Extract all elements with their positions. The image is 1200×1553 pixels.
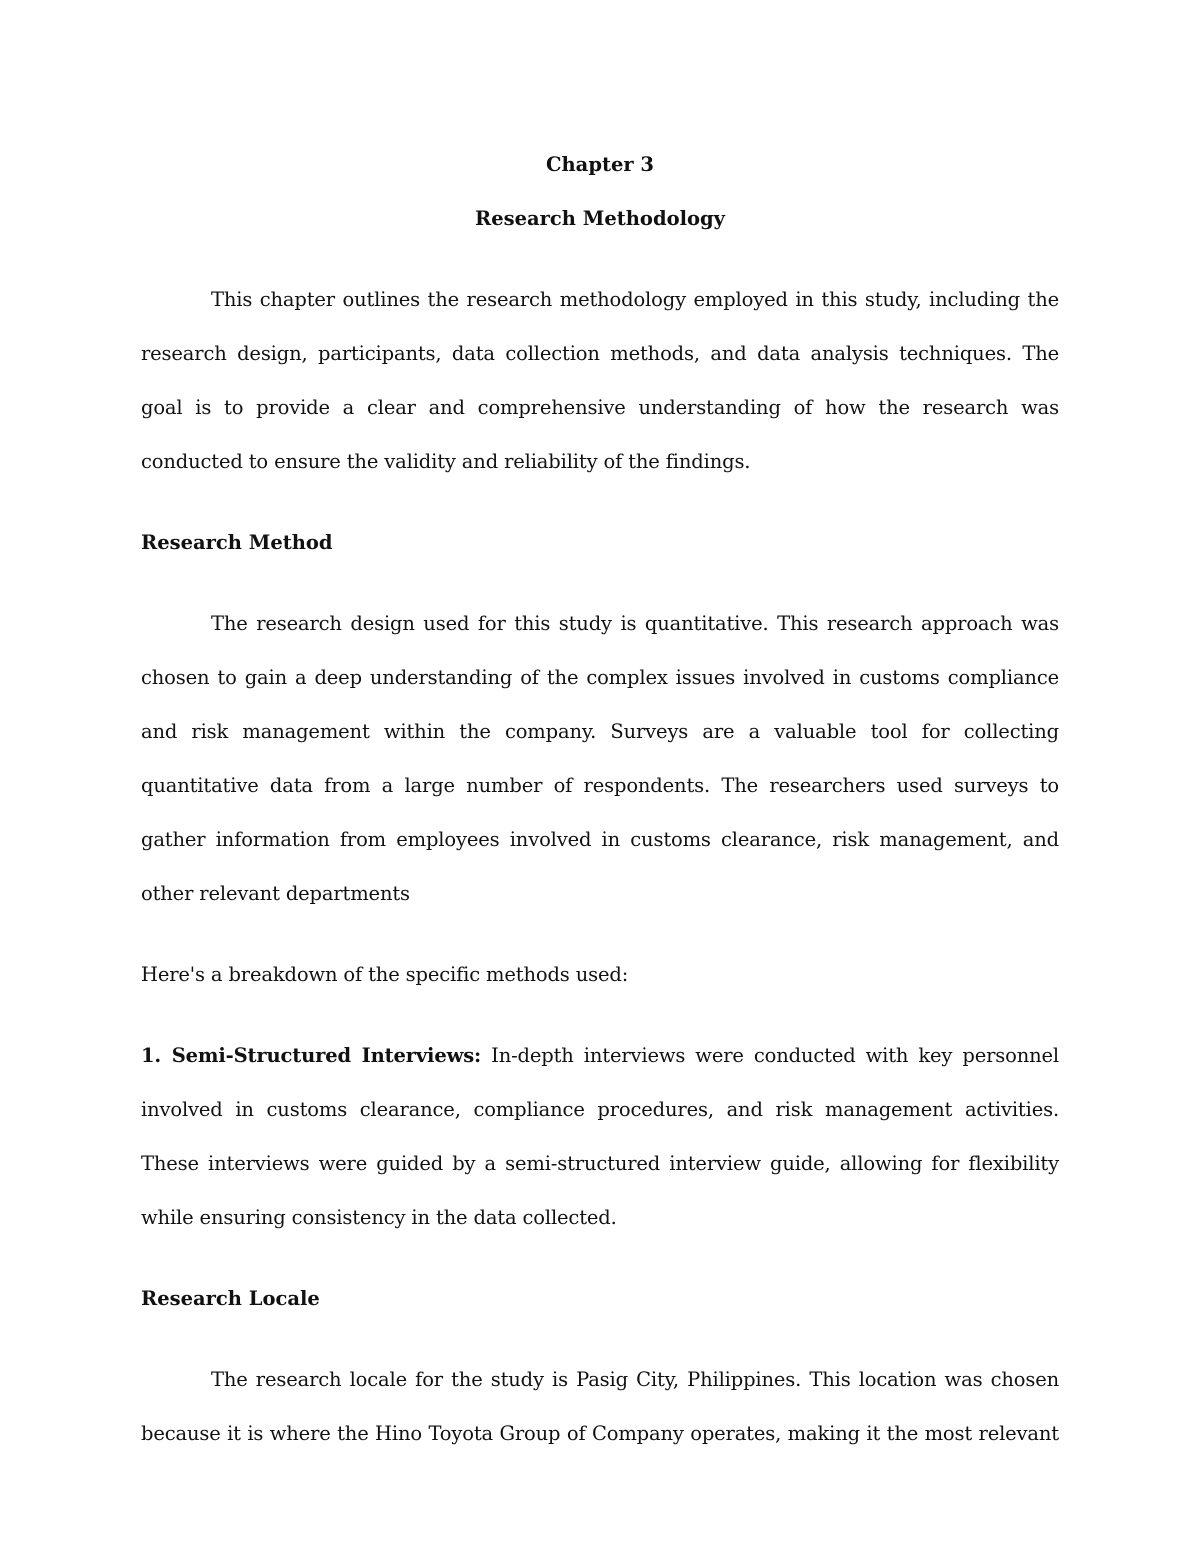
list-item-semi-structured-interviews (141, 1029, 1059, 1245)
list-item-text: In-depth interviews were conducted with key personnel involved in customs clearance, compliance procedures, and risk management activities. These interviews were guided by a semi-structured interview guide, allowing for flexibility while ensuring consistency in the data collected. (141, 1044, 1059, 1229)
spacer (141, 921, 1059, 948)
section-heading-research-locale: Research Locale (141, 1287, 320, 1310)
page-content (141, 138, 1059, 1461)
research-method-paragraph: The research design used for this study is quantitative. This research approach was chosen to gain a deep understanding of the complex issues involved in customs compliance and risk management within the company. Surveys are a valuable tool for collecting quantitative data from a large number of respondents. The researchers used surveys to gather information from employees involved in customs clearance, risk management, and other relevant departments (141, 612, 1059, 905)
spacer (141, 1245, 1059, 1272)
intro-paragraph: This chapter outlines the research methodology employed in this study, including the research design, participants, data collection methods, and data analysis techniques. The goal is to provide a clear and comprehensive understanding of how the research was conducted to ensure the validity and reliability of the findings. (141, 288, 1059, 473)
spacer (141, 570, 1059, 597)
chapter-title: Research Methodology (475, 207, 725, 230)
breakdown-intro: Here's a breakdown of the specific methods used: (141, 963, 629, 986)
research-locale-paragraph: The research locale for the study is Pasig City, Philippines. This location was chosen because it is where the Hino Toyota Group of Company operates, making it the most relevant (141, 1368, 1059, 1445)
spacer (141, 1002, 1059, 1029)
spacer (141, 1326, 1059, 1353)
spacer (141, 489, 1059, 516)
chapter-label: Chapter 3 (545, 153, 654, 176)
spacer (141, 246, 1059, 273)
list-item-lead: 1. Semi-Structured Interviews: (141, 1044, 482, 1067)
section-heading-research-method: Research Method (141, 531, 333, 554)
